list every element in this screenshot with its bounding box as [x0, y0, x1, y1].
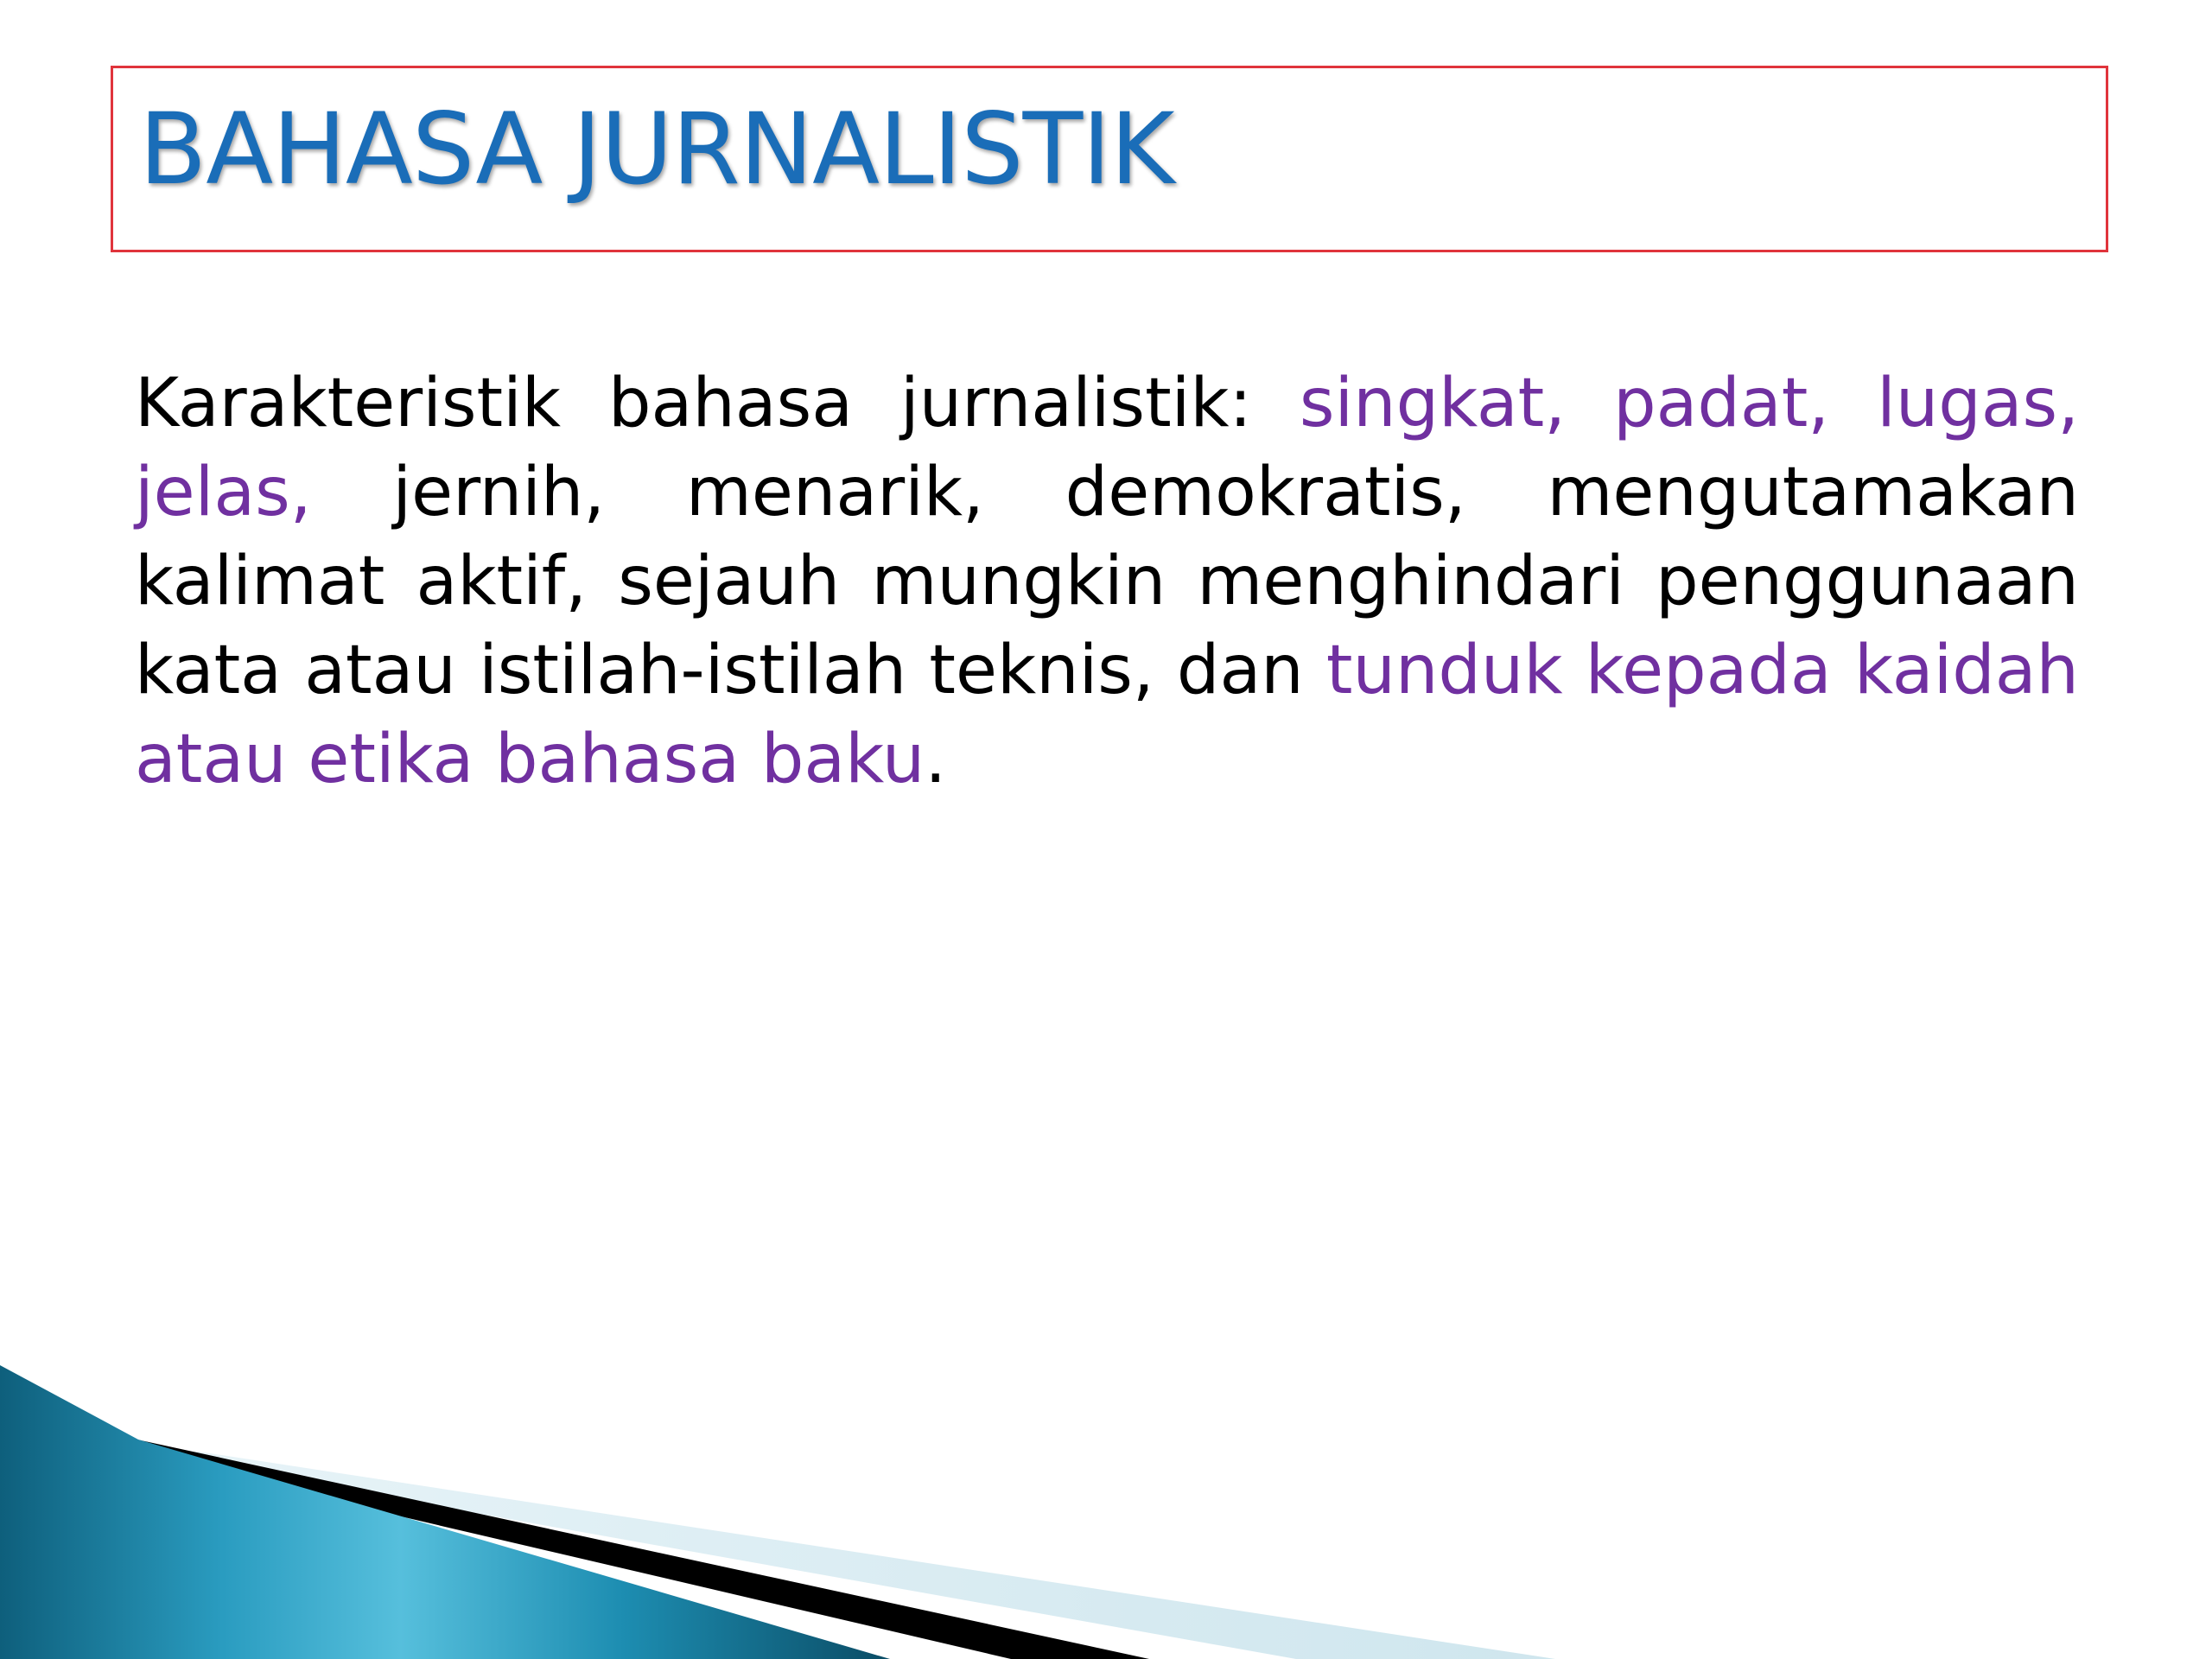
- slide-title: BAHASA JURNALISTIK: [139, 92, 1174, 207]
- body-text-part-2: jernih, menarik, demokratis, mengutamakan kalimat aktif, sejauh mungkin menghindari penggunaan kata atau istilah-istilah teknis, dan: [135, 454, 2079, 709]
- highlight-characteristics: singkat, padat, lugas, jelas,: [135, 365, 2079, 531]
- body-paragraph: [135, 359, 2079, 804]
- footer-swoosh-graphic: [0, 1365, 2212, 1659]
- body-text-part-1: Karakteristik bahasa jurnalistik:: [135, 365, 1300, 442]
- body-text-part-3: .: [925, 721, 947, 798]
- title-box: [111, 66, 2108, 252]
- highlight-standard-language: tunduk kepada kaidah atau etika bahasa baku: [135, 632, 2079, 798]
